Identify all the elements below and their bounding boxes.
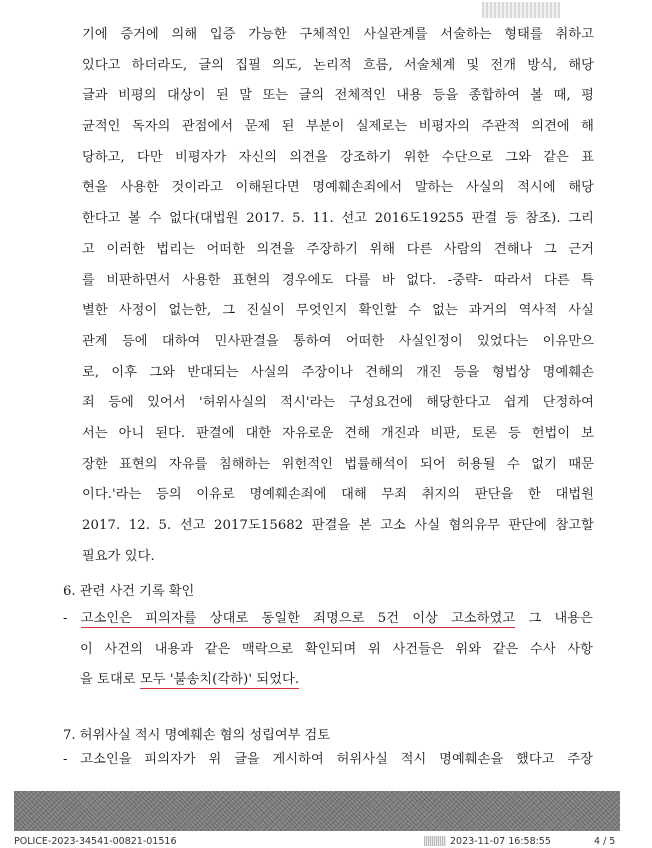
body-line: 현을 사용한 것이라고 이해된다면 명예훼손죄에서 말하는 사실의 적시에 해당 [82,180,594,196]
body-line: 서는 아니 된다. 판결에 대한 자유로운 견해 개진과 비판, 토론 등 헌법이 보 [82,425,594,441]
body-line: 한다고 볼 수 없다(대법원 2017. 5. 11. 선고 2016도19255 판결 등 참조). 그리 [82,211,594,227]
highlighted-text: 고소인은 피의자를 상대로 동일한 죄명으로 5건 이상 고소하였고 [80,611,516,626]
body-line: 장한 표현의 자유를 침해하는 위헌적인 법률해석이 되어 허용될 수 없기 때문 [82,456,594,472]
body-line: 균적인 독자의 관점에서 문제 된 부분이 실제로는 비평자의 주관적 의견에 해 [82,119,594,135]
section6-line-1-rest: 그 내용은 [515,611,593,626]
section7-heading: 7. 허위사실 적시 명예훼손 혐의 성립여부 검토 [63,728,331,743]
body-line: 를 비판하면서 사용한 표현의 경우에도 다를 바 없다. -중략- 따라서 다른 특 [82,272,594,288]
highlighted-text: 모두 '불송치(각하)' 되었다. [139,672,300,687]
body-line: 필요가 있다. [82,548,155,564]
body-line: 고 이러한 법리는 어떠한 의견을 주장하기 위해 다른 사람의 견해나 그 근거 [82,241,594,257]
page-number: 4 / 5 [594,836,616,847]
dash-marker: - [63,611,81,626]
section6-heading: 6. 관련 사건 기록 확인 [63,584,195,599]
body-paragraph [82,20,594,572]
section7-item [63,745,593,776]
body-line: 글과 비평의 대상이 된 말 또는 글의 전체적인 내용 등을 종합하여 볼 때, 평 [82,88,594,104]
body-line: 2017. 12. 5. 선고 2017도15682 판결을 본 고소 사실 혐의유무 판단에 참고할 [82,518,594,533]
section6-line-3-pre: 을 토대로 [80,672,140,687]
section6-line-2: 이 사건의 내용과 같은 맥락으로 확인되며 위 사건들은 위와 같은 수사 사항 [80,641,593,657]
body-line: 당하고, 다만 비평자가 자신의 의견을 강조하기 위한 수단으로 그와 같은 표 [82,149,594,165]
body-line: 로, 이후 그와 반대되는 사실의 주장이나 견해의 개진 등을 형법상 명예훼손 [82,364,594,380]
section7-line-1: - 고소인을 피의자가 위 글을 게시하여 허위사실 적시 명예훼손을 했다고 주장 [63,752,593,767]
footer-stamp-mark [424,836,446,846]
section6-line-1 [63,604,593,635]
body-line: 관계 등에 대하여 민사판결을 통하여 어떠한 사실인정이 있었다는 이유만으 [82,333,594,349]
body-line: 별한 사정이 없는한, 그 진실이 무엇인지 확인할 수 없는 과거의 역사적 사실 [82,303,594,319]
section6-item [63,604,593,696]
section6-line-3 [63,665,593,696]
timestamp: 2023-11-07 16:58:55 [450,836,551,847]
scan-stamp [482,2,560,18]
redacted-footer-bar [14,791,620,831]
body-line: 죄 등에 있어서 '허위사실의 적시'라는 구성요건에 해당한다고 쉽게 단정하여 [82,395,594,411]
case-number: POLICE-2023-34541-00821-01516 [14,836,177,847]
body-line: 이다.'라는 등의 이유로 명예훼손죄에 대해 무죄 취지의 판단을 한 대법원 [82,487,594,503]
body-line: 기에 증거에 의해 입증 가능한 구체적인 사실관계를 서술하는 형태를 취하고 [82,27,594,42]
body-line: 있다고 하더라도, 글의 집필 의도, 논리적 흐름, 서술체계 및 전개 방식, 해당 [82,57,594,73]
